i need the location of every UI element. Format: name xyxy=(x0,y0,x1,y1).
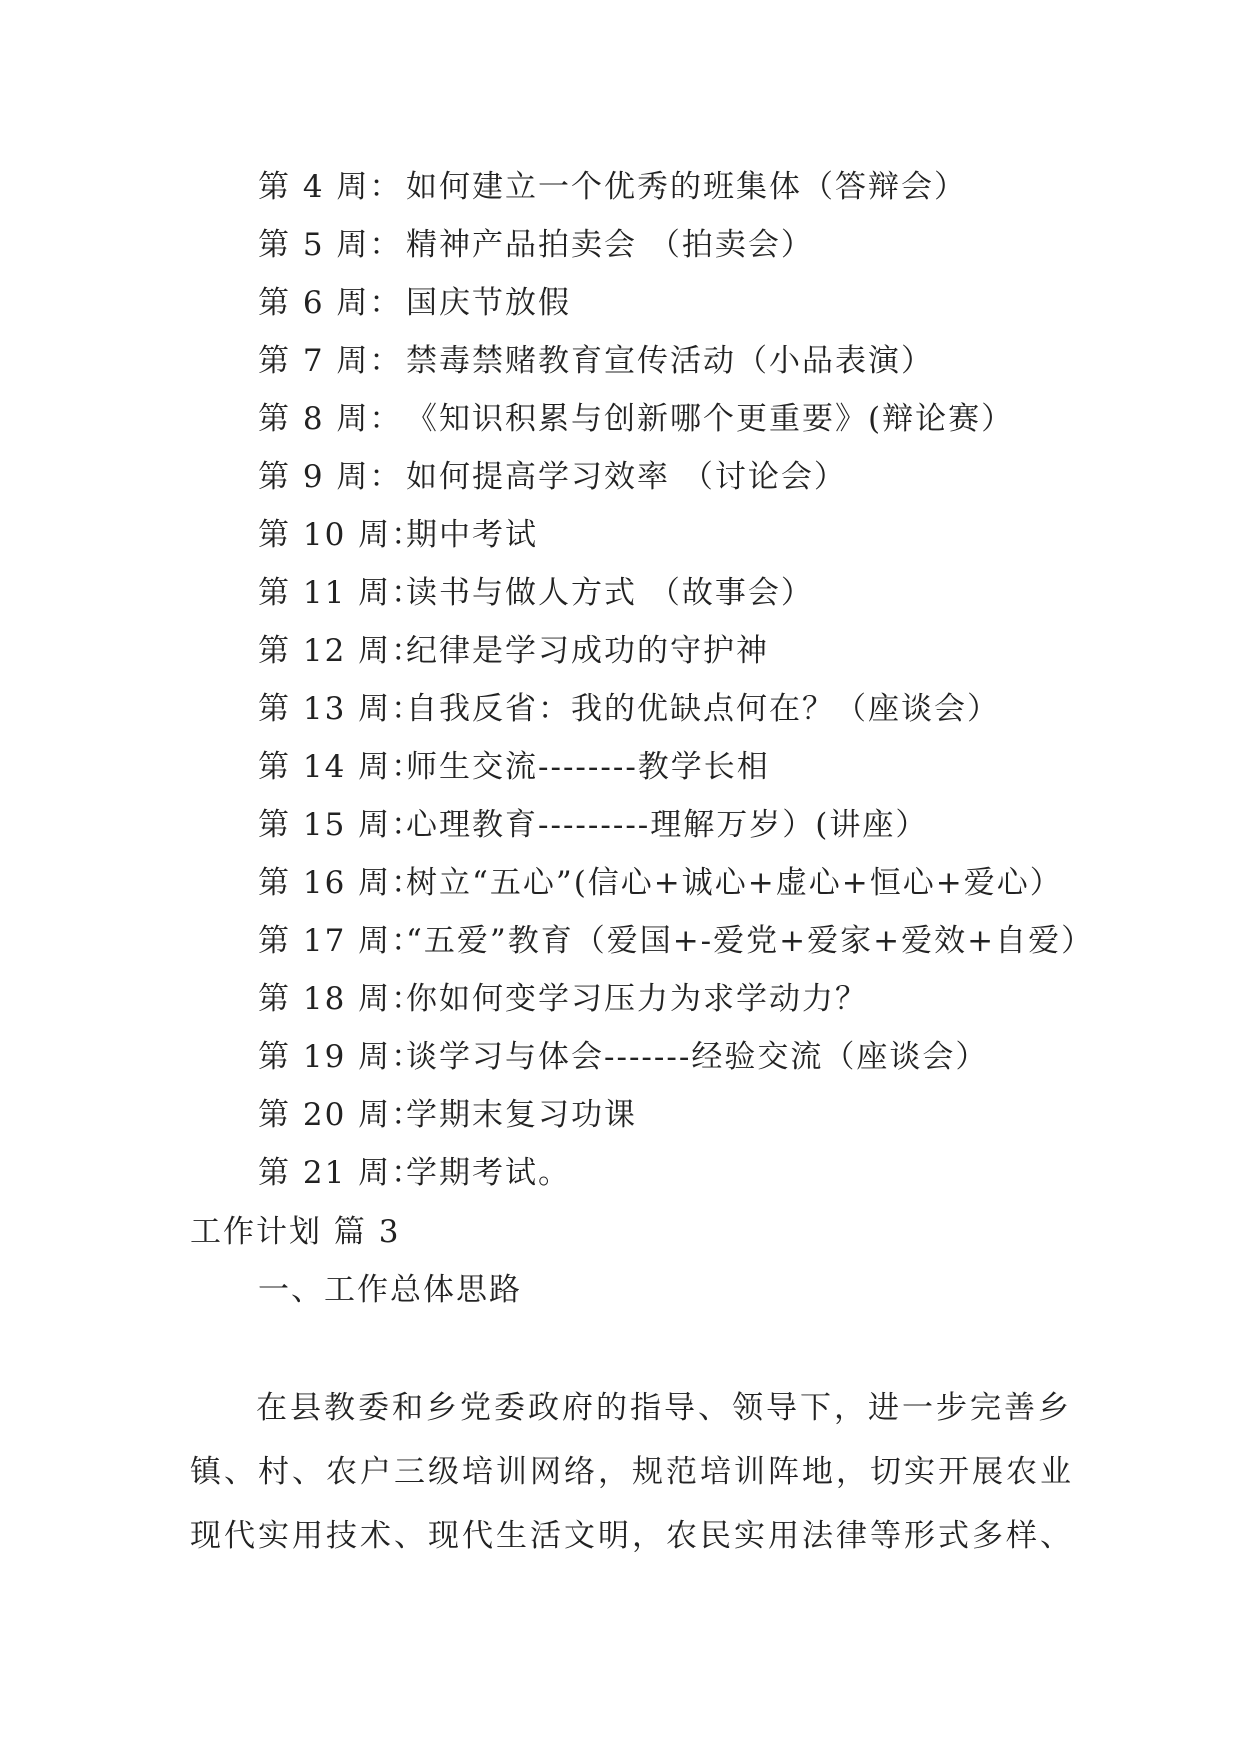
schedule-row xyxy=(258,332,1158,390)
week-activity: 你如何变学习压力为求学动力？ xyxy=(406,981,868,1017)
week-activity: “五爱”教育（爱国+-爱党+爱家+爱效+自爱） xyxy=(406,923,1095,959)
schedule-row xyxy=(258,158,1158,216)
week-activity: 树立“五心”(信心+诚心+虚心+恒心+爱心） xyxy=(406,865,1063,901)
schedule-row xyxy=(258,970,1158,1028)
week-label: 第 10 周： xyxy=(258,517,425,553)
week-label: 第 14 周： xyxy=(258,749,425,785)
week-label: 第 12 周： xyxy=(258,633,425,669)
schedule-row xyxy=(258,912,1158,970)
weekly-schedule xyxy=(258,158,1158,1202)
week-activity: 期中考试 xyxy=(406,517,538,553)
week-label: 第 20 周： xyxy=(258,1097,425,1133)
week-activity: 《知识积累与创新哪个更重要》(辩论赛） xyxy=(406,401,1015,437)
week-activity: 如何建立一个优秀的班集体（答辩会） xyxy=(406,169,967,205)
schedule-row xyxy=(258,680,1158,738)
week-label: 第 5 周： xyxy=(258,227,403,263)
week-activity: 如何提高学习效率 （讨论会） xyxy=(406,459,847,495)
schedule-row xyxy=(258,216,1158,274)
week-label: 第 9 周： xyxy=(258,459,403,495)
schedule-row xyxy=(258,622,1158,680)
section-subheading: 一、工作总体思路 xyxy=(258,1272,522,1308)
schedule-row xyxy=(258,564,1158,622)
week-activity: 读书与做人方式 （故事会） xyxy=(406,575,814,611)
week-label: 第 13 周： xyxy=(258,691,425,727)
schedule-row xyxy=(258,738,1158,796)
week-label: 第 17 周： xyxy=(258,923,425,959)
week-activity: 谈学习与体会-------经验交流（座谈会） xyxy=(406,1039,989,1075)
week-label: 第 4 周： xyxy=(258,169,403,205)
schedule-row xyxy=(258,1086,1158,1144)
paragraph-line: 在县教委和乡党委政府的指导、领导下，进一步完善乡 xyxy=(256,1390,1072,1426)
week-activity: 学期考试。 xyxy=(406,1155,571,1191)
week-label: 第 19 周： xyxy=(258,1039,425,1075)
week-activity: 师生交流--------教学长相 xyxy=(406,749,770,785)
week-label: 第 11 周： xyxy=(258,575,425,611)
week-activity: 国庆节放假 xyxy=(406,285,571,321)
schedule-row xyxy=(258,274,1158,332)
schedule-row xyxy=(258,448,1158,506)
week-label: 第 7 周： xyxy=(258,343,403,379)
schedule-row xyxy=(258,796,1158,854)
week-label: 第 21 周： xyxy=(258,1155,425,1191)
schedule-row xyxy=(258,1028,1158,1086)
week-activity: 精神产品拍卖会 （拍卖会） xyxy=(406,227,814,263)
schedule-row xyxy=(258,390,1158,448)
paragraph-line: 镇、村、农户三级培训网络，规范培训阵地，切实开展农业 xyxy=(190,1454,1074,1490)
week-activity: 自我反省：我的优缺点何在？（座谈会） xyxy=(406,691,1000,727)
paragraph-line: 现代实用技术、现代生活文明，农民实用法律等形式多样、 xyxy=(190,1518,1074,1554)
week-activity: 纪律是学习成功的守护神 xyxy=(406,633,769,669)
schedule-row xyxy=(258,854,1158,912)
week-activity: 心理教育---------理解万岁）(讲座） xyxy=(406,807,929,843)
week-label: 第 6 周： xyxy=(258,285,403,321)
section-title: 工作计划 篇 3 xyxy=(190,1214,401,1250)
schedule-row xyxy=(258,1144,1158,1202)
week-label: 第 15 周： xyxy=(258,807,425,843)
schedule-row xyxy=(258,506,1158,564)
week-label: 第 16 周： xyxy=(258,865,425,901)
body-paragraph xyxy=(190,1376,1074,1568)
week-label: 第 18 周： xyxy=(258,981,425,1017)
week-activity: 学期末复习功课 xyxy=(406,1097,637,1133)
week-label: 第 8 周： xyxy=(258,401,403,437)
week-activity: 禁毒禁赌教育宣传活动（小品表演） xyxy=(406,343,934,379)
